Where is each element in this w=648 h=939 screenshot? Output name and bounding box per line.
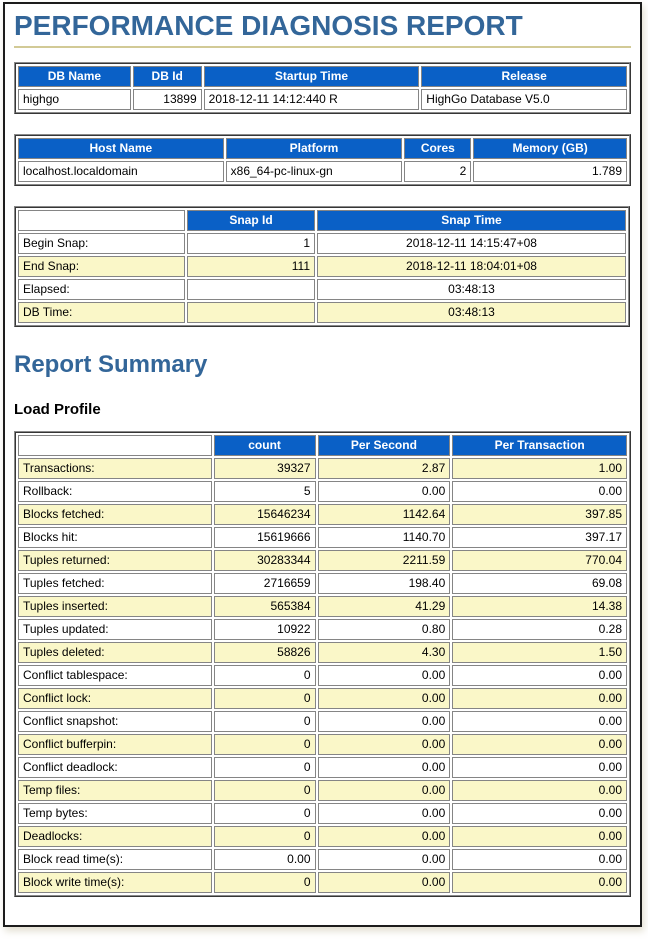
load_profile-cell: 397.85 [452, 504, 627, 525]
host_info-cell: 1.789 [473, 161, 627, 182]
db_info-cell: 13899 [133, 89, 202, 110]
load_profile-cell: 0.00 [452, 780, 627, 801]
load_profile-cell: Conflict lock: [18, 688, 212, 709]
title-divider [14, 46, 631, 48]
load_profile-cell: 0 [214, 872, 316, 893]
load_profile-cell: 0.00 [452, 665, 627, 686]
load-profile-table [14, 431, 631, 897]
table-row [18, 161, 627, 182]
load_profile-cell: 0.00 [452, 734, 627, 755]
load_profile-cell: 58826 [214, 642, 316, 663]
table-row [18, 279, 626, 300]
load_profile-cell: 1140.70 [318, 527, 451, 548]
load_profile-cell: 0.00 [214, 849, 316, 870]
load_profile-cell: Tuples inserted: [18, 596, 212, 617]
load_profile-cell: 0 [214, 757, 316, 778]
table-row [18, 757, 627, 778]
table-row [18, 596, 627, 617]
report-page [3, 2, 642, 927]
table-row [18, 849, 627, 870]
host_info-cell: x86_64-pc-linux-gn [226, 161, 403, 182]
load_profile-cell: 1142.64 [318, 504, 451, 525]
load_profile-cell: 0.00 [452, 757, 627, 778]
load_profile-cell: Conflict tablespace: [18, 665, 212, 686]
table-row [18, 302, 626, 323]
load_profile-cell: Tuples returned: [18, 550, 212, 571]
load_profile-cell: Blocks fetched: [18, 504, 212, 525]
load_profile-cell: 4.30 [318, 642, 451, 663]
table-row [18, 481, 627, 502]
db_info-cell: 2018-12-11 14:12:440 R [204, 89, 420, 110]
snap_info-cell: DB Time: [18, 302, 185, 323]
snap_info-cell: 03:48:13 [317, 302, 626, 323]
db_info-header-cell: Release [421, 66, 627, 87]
report-summary-heading: Report Summary [14, 351, 208, 378]
snap_info-header-cell: Snap Id [187, 210, 315, 231]
load_profile-cell: 0.00 [318, 849, 451, 870]
load_profile-cell: 0.00 [318, 711, 451, 732]
load_profile-cell: Transactions: [18, 458, 212, 479]
host-info-table [14, 134, 631, 186]
table-row [18, 642, 627, 663]
load_profile-cell: 2211.59 [318, 550, 451, 571]
table-row [18, 233, 626, 254]
load_profile-cell: 0.00 [318, 757, 451, 778]
load_profile-cell: 2.87 [318, 458, 451, 479]
load_profile-cell: Blocks hit: [18, 527, 212, 548]
table-row [18, 665, 627, 686]
load_profile-cell: 41.29 [318, 596, 451, 617]
load_profile-cell: Conflict bufferpin: [18, 734, 212, 755]
load_profile-cell: 565384 [214, 596, 316, 617]
load_profile-cell: 0 [214, 688, 316, 709]
table-row [18, 803, 627, 824]
load_profile-cell: 198.40 [318, 573, 451, 594]
snap_info-cell: 111 [187, 256, 315, 277]
load_profile-cell: 1.50 [452, 642, 627, 663]
load_profile-cell: 15646234 [214, 504, 316, 525]
load_profile-cell: 0.00 [452, 711, 627, 732]
load_profile-cell: Rollback: [18, 481, 212, 502]
host_info-header-cell: Cores [404, 138, 471, 159]
load_profile-header-cell: count [214, 435, 316, 456]
load_profile-cell: Conflict snapshot: [18, 711, 212, 732]
load_profile-cell: Temp files: [18, 780, 212, 801]
load_profile-cell: 0.28 [452, 619, 627, 640]
load_profile-cell: 0.00 [452, 481, 627, 502]
load_profile-cell: 0.00 [318, 481, 451, 502]
load_profile-cell: Deadlocks: [18, 826, 212, 847]
host_info-header-row [18, 138, 627, 159]
load_profile-cell: 0 [214, 803, 316, 824]
load_profile-cell: 5 [214, 481, 316, 502]
load_profile-cell: 0.00 [452, 872, 627, 893]
load-profile-heading: Load Profile [14, 401, 101, 418]
db_info-cell: highgo [18, 89, 131, 110]
snap_info-cell: End Snap: [18, 256, 185, 277]
snapshot-table [14, 206, 630, 327]
load_profile-header-cell: Per Second [318, 435, 451, 456]
table-row [18, 504, 627, 525]
load_profile-cell: Conflict deadlock: [18, 757, 212, 778]
load_profile-cell: 0 [214, 665, 316, 686]
table-row [18, 550, 627, 571]
db_info-header-cell: DB Name [18, 66, 131, 87]
table-row [18, 734, 627, 755]
snap_info-cell [187, 302, 315, 323]
snap_info-header-cell [18, 210, 185, 231]
load_profile-cell: Tuples deleted: [18, 642, 212, 663]
snap_info-cell: Begin Snap: [18, 233, 185, 254]
load_profile-cell: 0 [214, 711, 316, 732]
db_info-cell: HighGo Database V5.0 [421, 89, 627, 110]
host_info-header-cell: Memory (GB) [473, 138, 627, 159]
load_profile-cell: 0 [214, 826, 316, 847]
load_profile-cell: 0.00 [318, 734, 451, 755]
load_profile-cell: 2716659 [214, 573, 316, 594]
load_profile-cell: 0.00 [452, 849, 627, 870]
load_profile-cell: 14.38 [452, 596, 627, 617]
load_profile-cell: 0.00 [452, 688, 627, 709]
load_profile-cell: 1.00 [452, 458, 627, 479]
snap_info-cell: 2018-12-11 18:04:01+08 [317, 256, 626, 277]
load_profile-cell: Tuples fetched: [18, 573, 212, 594]
load_profile-cell: 15619666 [214, 527, 316, 548]
load_profile-cell: 0 [214, 780, 316, 801]
load_profile-cell: 10922 [214, 619, 316, 640]
host_info-header-cell: Platform [226, 138, 403, 159]
table-row [18, 619, 627, 640]
snap_info-cell: Elapsed: [18, 279, 185, 300]
table-row [18, 256, 626, 277]
load_profile-cell: 39327 [214, 458, 316, 479]
load_profile-cell: 0.00 [318, 803, 451, 824]
host_info-cell: localhost.localdomain [18, 161, 224, 182]
load_profile-cell: Block write time(s): [18, 872, 212, 893]
host_info-cell: 2 [404, 161, 471, 182]
table-row [18, 872, 627, 893]
load_profile-cell: 69.08 [452, 573, 627, 594]
table-row [18, 826, 627, 847]
load_profile-cell: 0.80 [318, 619, 451, 640]
load_profile-cell: 0 [214, 734, 316, 755]
db_info-header-cell: Startup Time [204, 66, 420, 87]
load_profile-header-cell [18, 435, 212, 456]
table-row [18, 89, 627, 110]
table-row [18, 688, 627, 709]
load_profile-cell: Temp bytes: [18, 803, 212, 824]
load_profile-cell: 0.00 [318, 665, 451, 686]
load_profile-header-cell: Per Transaction [452, 435, 627, 456]
load_profile-cell: 770.04 [452, 550, 627, 571]
snap_info-cell [187, 279, 315, 300]
db-info-table [14, 62, 631, 114]
snap_info-cell: 2018-12-11 14:15:47+08 [317, 233, 626, 254]
load_profile-cell: 30283344 [214, 550, 316, 571]
table-row [18, 711, 627, 732]
host_info-header-cell: Host Name [18, 138, 224, 159]
snap_info-cell: 1 [187, 233, 315, 254]
db_info-header-cell: DB Id [133, 66, 202, 87]
load_profile-header-row [18, 435, 627, 456]
snap_info-header-cell: Snap Time [317, 210, 626, 231]
load_profile-cell: 0.00 [452, 803, 627, 824]
load_profile-cell: 0.00 [318, 872, 451, 893]
db_info-header-row [18, 66, 627, 87]
table-row [18, 458, 627, 479]
table-row [18, 527, 627, 548]
load_profile-cell: 0.00 [318, 688, 451, 709]
table-row [18, 573, 627, 594]
page-title: PERFORMANCE DIAGNOSIS REPORT [14, 10, 523, 41]
snap_info-cell: 03:48:13 [317, 279, 626, 300]
snap_info-header-row [18, 210, 626, 231]
table-row [18, 780, 627, 801]
load_profile-cell: 0.00 [318, 826, 451, 847]
load_profile-cell: 0.00 [318, 780, 451, 801]
load_profile-cell: 0.00 [452, 826, 627, 847]
load_profile-cell: Tuples updated: [18, 619, 212, 640]
load_profile-cell: 397.17 [452, 527, 627, 548]
load_profile-cell: Block read time(s): [18, 849, 212, 870]
